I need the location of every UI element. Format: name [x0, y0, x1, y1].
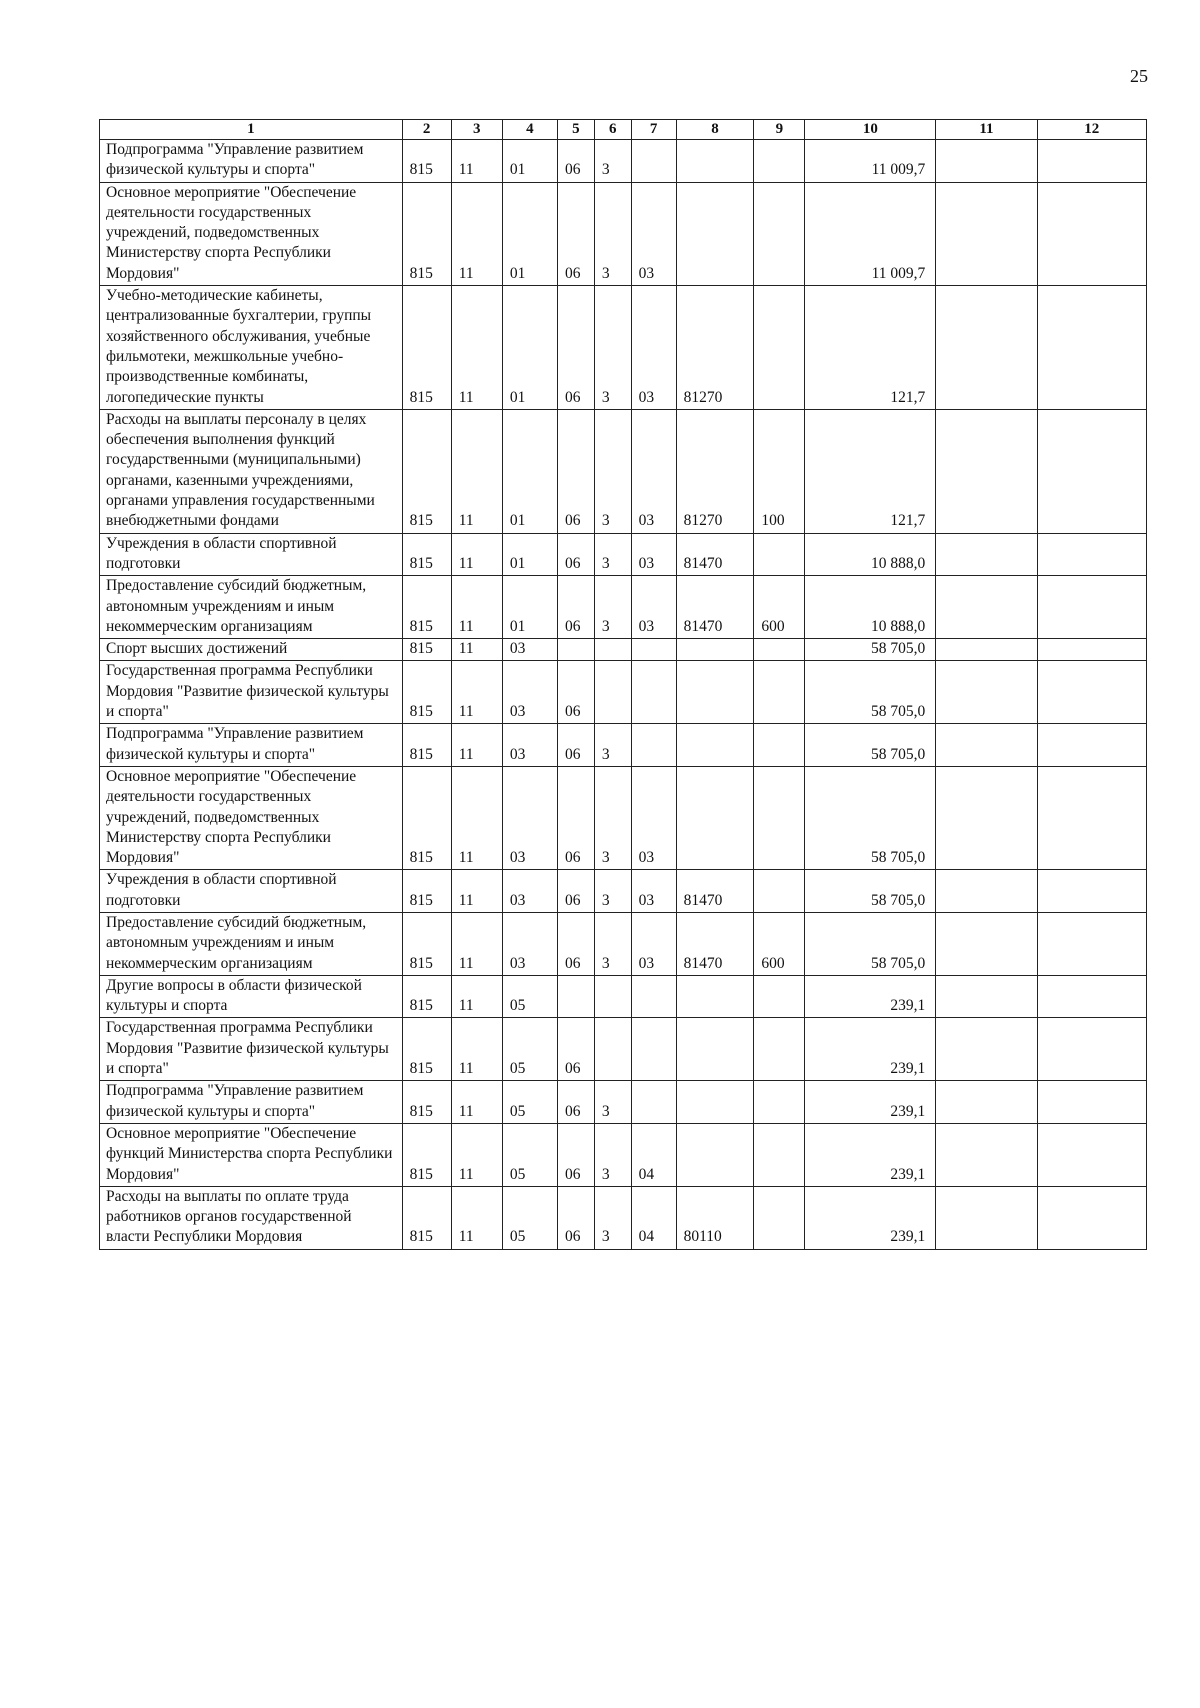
cell-col-3: 11	[451, 182, 502, 285]
cell-col-12	[1037, 1081, 1146, 1124]
cell-col-6: 3	[594, 140, 631, 183]
row-name-cell: Основное мероприятие "Обеспечение функций Министерства спорта Республики Мордовия"	[100, 1123, 403, 1186]
column-header: 4	[502, 120, 557, 140]
cell-col-11	[936, 639, 1037, 661]
cell-col-7: 03	[631, 912, 676, 975]
cell-col-4: 03	[502, 724, 557, 767]
cell-col-9	[754, 870, 805, 913]
cell-col-3: 11	[451, 1018, 502, 1081]
cell-col-3: 11	[451, 639, 502, 661]
cell-col-9	[754, 1018, 805, 1081]
table-row	[100, 661, 1147, 724]
cell-col-7: 03	[631, 533, 676, 576]
cell-col-6: 3	[594, 766, 631, 869]
cell-col-12	[1037, 576, 1146, 639]
amount-cell: 58 705,0	[805, 766, 936, 869]
cell-col-8: 81470	[676, 870, 754, 913]
cell-col-2: 815	[402, 1018, 451, 1081]
row-name-cell: Учреждения в области спортивной подготовки	[100, 533, 403, 576]
cell-col-7: 03	[631, 766, 676, 869]
cell-col-11	[936, 766, 1037, 869]
column-header: 3	[451, 120, 502, 140]
cell-col-3: 11	[451, 533, 502, 576]
cell-col-11	[936, 576, 1037, 639]
cell-col-8: 81270	[676, 409, 754, 533]
row-name-cell: Подпрограмма "Управление развитием физической культуры и спорта"	[100, 1081, 403, 1124]
table-row	[100, 1123, 1147, 1186]
cell-col-7: 03	[631, 182, 676, 285]
cell-col-5: 06	[558, 576, 595, 639]
cell-col-9	[754, 639, 805, 661]
cell-col-12	[1037, 912, 1146, 975]
cell-col-7: 04	[631, 1186, 676, 1249]
cell-col-11	[936, 1081, 1037, 1124]
amount-cell: 239,1	[805, 1123, 936, 1186]
cell-col-3: 11	[451, 912, 502, 975]
cell-col-8	[676, 1018, 754, 1081]
cell-col-7	[631, 140, 676, 183]
amount-cell: 11 009,7	[805, 182, 936, 285]
cell-col-8	[676, 182, 754, 285]
amount-cell: 58 705,0	[805, 639, 936, 661]
cell-col-12	[1037, 661, 1146, 724]
cell-col-11	[936, 661, 1037, 724]
cell-col-12	[1037, 140, 1146, 183]
cell-col-5: 06	[558, 409, 595, 533]
cell-col-12	[1037, 870, 1146, 913]
cell-col-4: 01	[502, 182, 557, 285]
amount-cell: 58 705,0	[805, 870, 936, 913]
cell-col-7	[631, 1018, 676, 1081]
cell-col-5: 06	[558, 1018, 595, 1081]
cell-col-5: 06	[558, 661, 595, 724]
column-header: 9	[754, 120, 805, 140]
cell-col-2: 815	[402, 140, 451, 183]
amount-cell: 58 705,0	[805, 724, 936, 767]
cell-col-11	[936, 975, 1037, 1018]
cell-col-5: 06	[558, 1123, 595, 1186]
cell-col-6: 3	[594, 182, 631, 285]
amount-cell: 11 009,7	[805, 140, 936, 183]
cell-col-12	[1037, 182, 1146, 285]
cell-col-8: 81470	[676, 533, 754, 576]
cell-col-2: 815	[402, 409, 451, 533]
cell-col-6: 3	[594, 1081, 631, 1124]
cell-col-12	[1037, 1018, 1146, 1081]
amount-cell: 239,1	[805, 1081, 936, 1124]
row-name-cell: Расходы на выплаты по оплате труда работников органов государственной власти Республики Мордовия	[100, 1186, 403, 1249]
column-header: 8	[676, 120, 754, 140]
cell-col-2: 815	[402, 533, 451, 576]
cell-col-6: 3	[594, 1186, 631, 1249]
cell-col-4: 05	[502, 1081, 557, 1124]
cell-col-5: 06	[558, 140, 595, 183]
cell-col-9	[754, 182, 805, 285]
cell-col-4: 05	[502, 1018, 557, 1081]
cell-col-2: 815	[402, 182, 451, 285]
cell-col-8	[676, 766, 754, 869]
cell-col-11	[936, 533, 1037, 576]
cell-col-7: 03	[631, 286, 676, 410]
cell-col-7: 03	[631, 409, 676, 533]
cell-col-9	[754, 724, 805, 767]
cell-col-9	[754, 286, 805, 410]
cell-col-5: 06	[558, 912, 595, 975]
cell-col-12	[1037, 286, 1146, 410]
cell-col-2: 815	[402, 870, 451, 913]
column-header: 6	[594, 120, 631, 140]
cell-col-8	[676, 1123, 754, 1186]
table-row	[100, 1018, 1147, 1081]
cell-col-8: 81270	[676, 286, 754, 410]
row-name-cell: Предоставление субсидий бюджетным, автономным учреждениям и иным некоммерческим организациям	[100, 912, 403, 975]
table-row	[100, 533, 1147, 576]
row-name-cell: Подпрограмма "Управление развитием физической культуры и спорта"	[100, 724, 403, 767]
row-name-cell: Государственная программа Республики Мордовия "Развитие физической культуры и спорта"	[100, 661, 403, 724]
cell-col-2: 815	[402, 576, 451, 639]
cell-col-7: 04	[631, 1123, 676, 1186]
row-name-cell: Подпрограмма "Управление развитием физической культуры и спорта"	[100, 140, 403, 183]
cell-col-12	[1037, 639, 1146, 661]
amount-cell: 121,7	[805, 286, 936, 410]
cell-col-8	[676, 975, 754, 1018]
cell-col-7	[631, 975, 676, 1018]
cell-col-8	[676, 639, 754, 661]
cell-col-9: 100	[754, 409, 805, 533]
cell-col-7: 03	[631, 576, 676, 639]
cell-col-3: 11	[451, 724, 502, 767]
table-row	[100, 182, 1147, 285]
row-name-cell: Учебно-методические кабинеты, централизованные бухгалтерии, группы хозяйственного обслуживания, учебные фильмотеки, межшкольные учебно-производственные комбинаты, логопедические пункты	[100, 286, 403, 410]
cell-col-12	[1037, 409, 1146, 533]
cell-col-11	[936, 1123, 1037, 1186]
cell-col-11	[936, 912, 1037, 975]
cell-col-2: 815	[402, 766, 451, 869]
cell-col-2: 815	[402, 661, 451, 724]
cell-col-6: 3	[594, 724, 631, 767]
cell-col-2: 815	[402, 975, 451, 1018]
amount-cell: 239,1	[805, 1186, 936, 1249]
table-row	[100, 140, 1147, 183]
cell-col-6	[594, 975, 631, 1018]
column-header: 5	[558, 120, 595, 140]
cell-col-6	[594, 639, 631, 661]
table-row	[100, 975, 1147, 1018]
amount-cell: 239,1	[805, 975, 936, 1018]
column-header: 2	[402, 120, 451, 140]
cell-col-7: 03	[631, 870, 676, 913]
cell-col-11	[936, 1186, 1037, 1249]
cell-col-9	[754, 1186, 805, 1249]
cell-col-4: 03	[502, 661, 557, 724]
cell-col-11	[936, 286, 1037, 410]
cell-col-5: 06	[558, 870, 595, 913]
cell-col-4: 01	[502, 576, 557, 639]
cell-col-2: 815	[402, 1081, 451, 1124]
column-header: 11	[936, 120, 1037, 140]
cell-col-4: 01	[502, 286, 557, 410]
row-name-cell: Основное мероприятие "Обеспечение деятельности государственных учреждений, подведомственных Министерству спорта Республики Мордовия"	[100, 766, 403, 869]
cell-col-2: 815	[402, 724, 451, 767]
cell-col-8	[676, 1081, 754, 1124]
cell-col-5: 06	[558, 1081, 595, 1124]
cell-col-7	[631, 1081, 676, 1124]
cell-col-6	[594, 1018, 631, 1081]
table-row	[100, 766, 1147, 869]
row-name-cell: Основное мероприятие "Обеспечение деятельности государственных учреждений, подведомственных Министерству спорта Республики Мордовия"	[100, 182, 403, 285]
cell-col-12	[1037, 766, 1146, 869]
cell-col-6: 3	[594, 409, 631, 533]
cell-col-3: 11	[451, 140, 502, 183]
cell-col-9	[754, 766, 805, 869]
table-row	[100, 1081, 1147, 1124]
cell-col-6: 3	[594, 870, 631, 913]
row-name-cell: Расходы на выплаты персоналу в целях обеспечения выполнения функций государственными (муниципальными) органами, казенными учреждениями, органами управления государственными внебюджетными фондами	[100, 409, 403, 533]
cell-col-11	[936, 870, 1037, 913]
budget-table	[99, 119, 1147, 1250]
cell-col-4: 03	[502, 870, 557, 913]
amount-cell: 10 888,0	[805, 533, 936, 576]
cell-col-3: 11	[451, 975, 502, 1018]
page-number: 25	[1130, 66, 1148, 86]
cell-col-12	[1037, 724, 1146, 767]
cell-col-11	[936, 724, 1037, 767]
cell-col-4: 05	[502, 1123, 557, 1186]
cell-col-9	[754, 975, 805, 1018]
cell-col-3: 11	[451, 576, 502, 639]
cell-col-12	[1037, 975, 1146, 1018]
cell-col-6: 3	[594, 576, 631, 639]
cell-col-3: 11	[451, 870, 502, 913]
table-row	[100, 870, 1147, 913]
cell-col-2: 815	[402, 1123, 451, 1186]
table-row	[100, 639, 1147, 661]
cell-col-8	[676, 661, 754, 724]
cell-col-5: 06	[558, 533, 595, 576]
cell-col-4: 05	[502, 1186, 557, 1249]
cell-col-9	[754, 533, 805, 576]
cell-col-7	[631, 639, 676, 661]
cell-col-12	[1037, 1186, 1146, 1249]
cell-col-4: 01	[502, 533, 557, 576]
amount-cell: 121,7	[805, 409, 936, 533]
cell-col-8: 81470	[676, 912, 754, 975]
cell-col-5: 06	[558, 286, 595, 410]
row-name-cell: Предоставление субсидий бюджетным, автономным учреждениям и иным некоммерческим организациям	[100, 576, 403, 639]
cell-col-6: 3	[594, 286, 631, 410]
cell-col-5: 06	[558, 724, 595, 767]
cell-col-6: 3	[594, 1123, 631, 1186]
amount-cell: 58 705,0	[805, 661, 936, 724]
header-row	[100, 120, 1147, 140]
cell-col-4: 01	[502, 140, 557, 183]
row-name-cell: Спорт высших достижений	[100, 639, 403, 661]
cell-col-4: 05	[502, 975, 557, 1018]
cell-col-3: 11	[451, 766, 502, 869]
cell-col-2: 815	[402, 912, 451, 975]
cell-col-4: 01	[502, 409, 557, 533]
cell-col-3: 11	[451, 1123, 502, 1186]
cell-col-4: 03	[502, 766, 557, 869]
table-row	[100, 286, 1147, 410]
cell-col-3: 11	[451, 409, 502, 533]
amount-cell: 58 705,0	[805, 912, 936, 975]
cell-col-2: 815	[402, 1186, 451, 1249]
table-row	[100, 724, 1147, 767]
cell-col-9	[754, 140, 805, 183]
cell-col-3: 11	[451, 286, 502, 410]
cell-col-3: 11	[451, 661, 502, 724]
cell-col-12	[1037, 1123, 1146, 1186]
cell-col-11	[936, 1018, 1037, 1081]
table-row	[100, 1186, 1147, 1249]
cell-col-8	[676, 724, 754, 767]
cell-col-8	[676, 140, 754, 183]
row-name-cell: Другие вопросы в области физической культуры и спорта	[100, 975, 403, 1018]
cell-col-5: 06	[558, 766, 595, 869]
row-name-cell: Государственная программа Республики Мордовия "Развитие физической культуры и спорта"	[100, 1018, 403, 1081]
cell-col-3: 11	[451, 1186, 502, 1249]
cell-col-9	[754, 661, 805, 724]
cell-col-8: 80110	[676, 1186, 754, 1249]
cell-col-11	[936, 140, 1037, 183]
cell-col-8: 81470	[676, 576, 754, 639]
cell-col-6	[594, 661, 631, 724]
cell-col-3: 11	[451, 1081, 502, 1124]
amount-cell: 10 888,0	[805, 576, 936, 639]
cell-col-9: 600	[754, 912, 805, 975]
cell-col-7	[631, 661, 676, 724]
cell-col-6: 3	[594, 912, 631, 975]
cell-col-9	[754, 1081, 805, 1124]
cell-col-9	[754, 1123, 805, 1186]
cell-col-7	[631, 724, 676, 767]
table-body	[100, 140, 1147, 1250]
amount-cell: 239,1	[805, 1018, 936, 1081]
column-header: 7	[631, 120, 676, 140]
cell-col-11	[936, 182, 1037, 285]
cell-col-5	[558, 639, 595, 661]
column-header: 10	[805, 120, 936, 140]
cell-col-4: 03	[502, 639, 557, 661]
cell-col-5: 06	[558, 1186, 595, 1249]
cell-col-5	[558, 975, 595, 1018]
cell-col-4: 03	[502, 912, 557, 975]
cell-col-6: 3	[594, 533, 631, 576]
table-row	[100, 912, 1147, 975]
column-header: 1	[100, 120, 403, 140]
table-row	[100, 409, 1147, 533]
cell-col-12	[1037, 533, 1146, 576]
cell-col-9: 600	[754, 576, 805, 639]
cell-col-2: 815	[402, 286, 451, 410]
cell-col-5: 06	[558, 182, 595, 285]
row-name-cell: Учреждения в области спортивной подготовки	[100, 870, 403, 913]
cell-col-2: 815	[402, 639, 451, 661]
cell-col-11	[936, 409, 1037, 533]
column-header: 12	[1037, 120, 1146, 140]
table-row	[100, 576, 1147, 639]
